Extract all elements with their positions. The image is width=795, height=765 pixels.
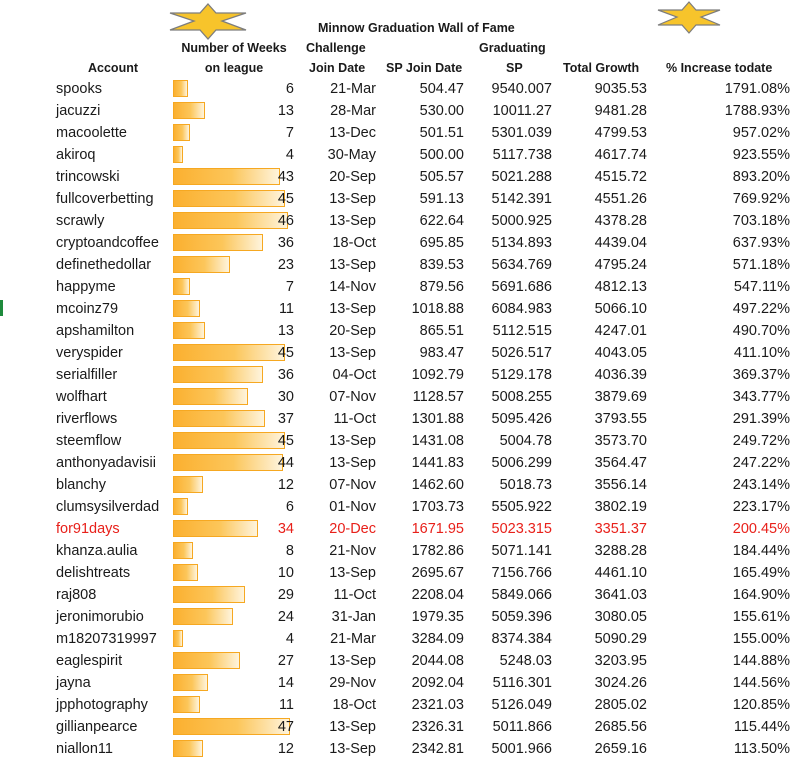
graduating-sp-cell: 5505.922 [491, 499, 552, 515]
sp-join-cell: 505.57 [419, 169, 464, 185]
sp-join-cell: 2208.04 [411, 587, 464, 603]
account-cell: raj808 [56, 587, 97, 603]
total-growth-cell: 4439.04 [594, 235, 647, 251]
star-left-icon [168, 2, 248, 40]
graduating-sp-cell: 7156.766 [491, 565, 552, 581]
header-challenge-line2: Join Date [309, 61, 366, 75]
weeks-cell: 44 [277, 455, 294, 471]
graduating-sp-cell: 5095.426 [491, 411, 552, 427]
table-row [0, 342, 795, 364]
weeks-cell: 47 [277, 719, 294, 735]
total-growth-cell: 4378.28 [594, 213, 647, 229]
challenge-join-date-cell: 07-Nov [329, 389, 376, 405]
graduating-sp-cell: 5116.301 [492, 675, 552, 691]
challenge-join-date-cell: 13-Sep [329, 345, 376, 361]
weeks-data-bar [173, 740, 203, 757]
table-row [0, 364, 795, 386]
graduating-sp-cell: 5142.391 [491, 191, 552, 207]
account-cell: niallon11 [56, 741, 113, 757]
graduating-sp-cell: 5011.866 [492, 719, 552, 735]
graduating-sp-cell: 5129.178 [491, 367, 552, 383]
total-growth-cell: 3351.37 [594, 521, 647, 537]
sp-join-cell: 530.00 [419, 103, 464, 119]
graduating-sp-cell: 5071.141 [491, 543, 552, 559]
sp-join-cell: 1092.79 [411, 367, 464, 383]
weeks-data-bar [173, 542, 193, 559]
sp-join-cell: 2342.81 [411, 741, 464, 757]
weeks-cell: 43 [277, 169, 294, 185]
total-growth-cell: 2685.56 [594, 719, 647, 735]
pct-increase-cell: 1791.08% [724, 81, 790, 97]
weeks-cell: 11 [278, 697, 294, 713]
table-row [0, 78, 795, 100]
total-growth-cell: 3573.70 [594, 433, 647, 449]
weeks-cell: 4 [285, 147, 294, 163]
table-row [0, 562, 795, 584]
total-growth-cell: 9035.53 [594, 81, 647, 97]
pct-increase-cell: 957.02% [732, 125, 790, 141]
weeks-cell: 13 [277, 323, 294, 339]
sp-join-cell: 2695.67 [411, 565, 464, 581]
table-row [0, 694, 795, 716]
account-cell: cryptoandcoffee [56, 235, 159, 251]
graduating-sp-cell: 5112.515 [492, 323, 552, 339]
weeks-data-bar [173, 256, 230, 273]
challenge-join-date-cell: 13-Sep [329, 455, 376, 471]
graduating-sp-cell: 5117.738 [492, 147, 552, 163]
weeks-cell: 45 [277, 433, 294, 449]
account-cell: trincowski [56, 169, 120, 185]
weeks-data-bar [173, 586, 245, 603]
pct-increase-cell: 120.85% [732, 697, 790, 713]
pct-increase-cell: 923.55% [732, 147, 790, 163]
challenge-join-date-cell: 21-Mar [330, 81, 376, 97]
pct-increase-cell: 115.44% [733, 719, 790, 735]
sp-join-cell: 1703.73 [411, 499, 464, 515]
sp-join-cell: 1979.35 [411, 609, 464, 625]
pct-increase-cell: 155.00% [732, 631, 790, 647]
sp-join-cell: 622.64 [419, 213, 464, 229]
table-row [0, 606, 795, 628]
challenge-join-date-cell: 14-Nov [329, 279, 376, 295]
total-growth-cell: 9481.28 [594, 103, 647, 119]
table-row [0, 496, 795, 518]
account-cell: mcoinz79 [56, 301, 119, 317]
weeks-cell: 12 [277, 741, 294, 757]
weeks-data-bar [173, 608, 233, 625]
weeks-cell: 6 [285, 499, 294, 515]
account-cell: eaglespirit [56, 653, 123, 669]
account-cell: m18207319997 [56, 631, 157, 647]
graduating-sp-cell: 5691.686 [491, 279, 552, 295]
challenge-join-date-cell: 13-Sep [329, 653, 376, 669]
weeks-cell: 34 [277, 521, 294, 537]
weeks-cell: 36 [277, 235, 294, 251]
sp-join-cell: 839.53 [419, 257, 464, 273]
pct-increase-cell: 497.22% [732, 301, 790, 317]
account-cell: blanchy [56, 477, 106, 493]
account-cell: anthonyadavisii [56, 455, 156, 471]
pct-increase-cell: 113.50% [733, 741, 790, 757]
total-growth-cell: 4617.74 [594, 147, 647, 163]
account-cell: happyme [56, 279, 116, 295]
account-cell: wolfhart [56, 389, 107, 405]
graduating-sp-cell: 5849.066 [491, 587, 552, 603]
graduating-sp-cell: 5634.769 [491, 257, 552, 273]
weeks-cell: 12 [277, 477, 294, 493]
graduating-sp-cell: 5001.966 [491, 741, 552, 757]
table-row [0, 298, 795, 320]
total-growth-cell: 3080.05 [594, 609, 647, 625]
weeks-cell: 37 [277, 411, 294, 427]
total-growth-cell: 3556.14 [594, 477, 647, 493]
graduating-sp-cell: 6084.983 [491, 301, 552, 317]
pct-increase-cell: 893.20% [732, 169, 790, 185]
account-cell: jacuzzi [56, 103, 101, 119]
challenge-join-date-cell: 20-Sep [329, 169, 376, 185]
sp-join-cell: 879.56 [419, 279, 464, 295]
pct-increase-cell: 571.18% [732, 257, 790, 273]
pct-increase-cell: 243.14% [732, 477, 790, 493]
graduating-sp-cell: 5026.517 [491, 345, 552, 361]
total-growth-cell: 3879.69 [594, 389, 647, 405]
weeks-data-bar [173, 476, 203, 493]
challenge-join-date-cell: 13-Sep [329, 433, 376, 449]
challenge-join-date-cell: 11-Oct [333, 411, 376, 427]
weeks-cell: 45 [277, 345, 294, 361]
header-weeks-line1: Number of Weeks [181, 41, 287, 55]
challenge-join-date-cell: 07-Nov [329, 477, 376, 493]
weeks-cell: 27 [277, 653, 294, 669]
pct-increase-cell: 223.17% [732, 499, 790, 515]
sp-join-cell: 2044.08 [411, 653, 464, 669]
weeks-cell: 6 [285, 81, 294, 97]
challenge-join-date-cell: 28-Mar [330, 103, 376, 119]
challenge-join-date-cell: 13-Sep [329, 257, 376, 273]
table-row [0, 672, 795, 694]
weeks-cell: 30 [277, 389, 294, 405]
total-growth-cell: 4461.10 [594, 565, 647, 581]
sp-join-cell: 1128.57 [412, 389, 464, 405]
graduating-sp-cell: 5126.049 [491, 697, 552, 713]
challenge-join-date-cell: 13-Sep [329, 191, 376, 207]
star-right-icon [656, 0, 722, 34]
weeks-cell: 46 [277, 213, 294, 229]
challenge-join-date-cell: 13-Sep [329, 719, 376, 735]
challenge-join-date-cell: 01-Nov [329, 499, 376, 515]
pct-increase-cell: 249.72% [732, 433, 790, 449]
account-cell: khanza.aulia [56, 543, 138, 559]
sp-join-cell: 504.47 [419, 81, 464, 97]
weeks-data-bar [173, 498, 188, 515]
header-graduating-line2: SP [506, 61, 523, 75]
pct-increase-cell: 637.93% [732, 235, 790, 251]
account-cell: serialfiller [56, 367, 118, 383]
header-graduating-line1: Graduating [479, 41, 546, 55]
weeks-data-bar [173, 564, 198, 581]
pct-increase-cell: 490.70% [732, 323, 790, 339]
graduating-sp-cell: 5059.396 [491, 609, 552, 625]
sp-join-cell: 2092.04 [411, 675, 464, 691]
total-growth-cell: 3564.47 [594, 455, 647, 471]
weeks-data-bar [173, 696, 200, 713]
total-growth-cell: 3641.03 [594, 587, 647, 603]
graduating-sp-cell: 5134.893 [491, 235, 552, 251]
graduating-sp-cell: 9540.007 [491, 81, 552, 97]
total-growth-cell: 4812.13 [594, 279, 647, 295]
table-row [0, 210, 795, 232]
pct-increase-cell: 165.49% [732, 565, 790, 581]
total-growth-cell: 4043.05 [594, 345, 647, 361]
weeks-cell: 36 [277, 367, 294, 383]
graduating-sp-cell: 10011.27 [492, 103, 552, 119]
sp-join-cell: 591.13 [419, 191, 464, 207]
weeks-data-bar [173, 102, 205, 119]
pct-increase-cell: 144.56% [732, 675, 790, 691]
sp-join-cell: 1018.88 [411, 301, 464, 317]
total-growth-cell: 3802.19 [594, 499, 647, 515]
challenge-join-date-cell: 18-Oct [332, 697, 376, 713]
pct-increase-cell: 200.45% [732, 521, 790, 537]
sp-join-cell: 695.85 [419, 235, 464, 251]
table-row [0, 144, 795, 166]
sp-join-cell: 1301.88 [411, 411, 464, 427]
sp-join-cell: 2321.03 [411, 697, 464, 713]
challenge-join-date-cell: 21-Mar [330, 631, 376, 647]
table-row [0, 188, 795, 210]
weeks-data-bar [173, 146, 183, 163]
table-row [0, 430, 795, 452]
table-row [0, 584, 795, 606]
weeks-data-bar [173, 410, 265, 427]
challenge-join-date-cell: 30-May [327, 147, 376, 163]
weeks-data-bar [173, 300, 200, 317]
table-row [0, 650, 795, 672]
account-cell: veryspider [56, 345, 123, 361]
table-row [0, 166, 795, 188]
challenge-join-date-cell: 11-Oct [333, 587, 376, 603]
challenge-join-date-cell: 13-Dec [329, 125, 376, 141]
pct-increase-cell: 155.61% [732, 609, 790, 625]
pct-increase-cell: 369.37% [732, 367, 790, 383]
weeks-cell: 4 [285, 631, 294, 647]
weeks-cell: 45 [277, 191, 294, 207]
graduating-sp-cell: 5006.299 [491, 455, 552, 471]
graduating-sp-cell: 5248.03 [499, 653, 552, 669]
table-row [0, 628, 795, 650]
table-row [0, 474, 795, 496]
total-growth-cell: 5066.10 [594, 301, 647, 317]
total-growth-cell: 4795.24 [594, 257, 647, 273]
weeks-data-bar [173, 366, 263, 383]
account-cell: akiroq [56, 147, 96, 163]
weeks-cell: 29 [277, 587, 294, 603]
page-title: Minnow Graduation Wall of Fame [318, 21, 515, 35]
account-cell: spooks [56, 81, 102, 97]
challenge-join-date-cell: 31-Jan [331, 609, 376, 625]
sp-join-cell: 1462.60 [411, 477, 464, 493]
header-weeks [172, 41, 296, 75]
account-cell: scrawly [56, 213, 105, 229]
account-cell: apshamilton [56, 323, 135, 339]
challenge-join-date-cell: 13-Sep [329, 213, 376, 229]
total-growth-cell: 3203.95 [594, 653, 647, 669]
table-row [0, 122, 795, 144]
challenge-join-date-cell: 13-Sep [329, 565, 376, 581]
graduating-sp-cell: 5008.255 [491, 389, 552, 405]
header-pct-increase: % Increase todate [666, 61, 773, 75]
graduating-sp-cell: 5023.315 [491, 521, 552, 537]
graduating-sp-cell: 5000.925 [491, 213, 552, 229]
weeks-data-bar [173, 630, 183, 647]
header-weeks-line2: on league [204, 61, 264, 75]
weeks-cell: 10 [277, 565, 294, 581]
account-cell: for91days [56, 521, 120, 537]
weeks-data-bar [173, 674, 208, 691]
pct-increase-cell: 184.44% [732, 543, 790, 559]
pct-increase-cell: 164.90% [732, 587, 790, 603]
total-growth-cell: 3793.55 [594, 411, 647, 427]
weeks-data-bar [173, 80, 188, 97]
pct-increase-cell: 291.39% [732, 411, 790, 427]
table-row [0, 738, 795, 760]
weeks-data-bar [173, 124, 190, 141]
sp-join-cell: 983.47 [419, 345, 464, 361]
total-growth-cell: 3288.28 [594, 543, 647, 559]
account-cell: jeronimorubio [56, 609, 144, 625]
weeks-cell: 13 [277, 103, 294, 119]
weeks-cell: 11 [278, 301, 294, 317]
total-growth-cell: 4515.72 [594, 169, 647, 185]
graduating-sp-cell: 5021.288 [491, 169, 552, 185]
table-row [0, 408, 795, 430]
total-growth-cell: 4799.53 [594, 125, 647, 141]
sp-join-cell: 501.51 [419, 125, 464, 141]
graduating-sp-cell: 8374.384 [491, 631, 552, 647]
sp-join-cell: 1671.95 [411, 521, 464, 537]
header-account: Account [88, 61, 138, 75]
table-row [0, 254, 795, 276]
account-cell: jayna [56, 675, 91, 691]
challenge-join-date-cell: 20-Dec [329, 521, 376, 537]
weeks-cell: 7 [285, 279, 294, 295]
challenge-join-date-cell: 13-Sep [329, 741, 376, 757]
table-row [0, 276, 795, 298]
account-cell: gillianpearce [56, 719, 138, 735]
graduating-sp-cell: 5018.73 [499, 477, 552, 493]
weeks-cell: 24 [277, 609, 294, 625]
table-row [0, 100, 795, 122]
graduating-sp-cell: 5301.039 [491, 125, 552, 141]
pct-increase-cell: 144.88% [732, 653, 790, 669]
sp-join-cell: 500.00 [419, 147, 464, 163]
challenge-join-date-cell: 18-Oct [332, 235, 376, 251]
pct-increase-cell: 247.22% [732, 455, 790, 471]
pct-increase-cell: 769.92% [732, 191, 790, 207]
account-cell: riverflows [56, 411, 118, 427]
header-total-growth: Total Growth [563, 61, 640, 75]
challenge-join-date-cell: 04-Oct [332, 367, 376, 383]
table-row [0, 452, 795, 474]
table-row [0, 320, 795, 342]
total-growth-cell: 2805.02 [594, 697, 647, 713]
table-row [0, 518, 795, 540]
total-growth-cell: 3024.26 [594, 675, 647, 691]
sp-join-cell: 1441.83 [411, 455, 464, 471]
table-row [0, 716, 795, 738]
header-challenge-line1: Challenge [306, 41, 366, 55]
total-growth-cell: 5090.29 [594, 631, 647, 647]
weeks-cell: 7 [285, 125, 294, 141]
pct-increase-cell: 411.10% [733, 345, 790, 361]
pct-increase-cell: 1788.93% [724, 103, 790, 119]
pct-increase-cell: 547.11% [733, 279, 790, 295]
sp-join-cell: 1782.86 [411, 543, 464, 559]
table-row [0, 386, 795, 408]
weeks-data-bar [173, 652, 240, 669]
sp-join-cell: 2326.31 [411, 719, 464, 735]
account-cell: fullcoverbetting [56, 191, 154, 207]
weeks-cell: 8 [285, 543, 294, 559]
total-growth-cell: 4036.39 [594, 367, 647, 383]
account-cell: definethedollar [56, 257, 152, 273]
account-cell: jpphotography [56, 697, 148, 713]
header-sp-join-date: SP Join Date [386, 61, 463, 75]
challenge-join-date-cell: 29-Nov [329, 675, 376, 691]
pct-increase-cell: 343.77% [732, 389, 790, 405]
table-row [0, 540, 795, 562]
sp-join-cell: 3284.09 [411, 631, 464, 647]
sp-join-cell: 865.51 [419, 323, 464, 339]
weeks-cell: 14 [277, 675, 294, 691]
challenge-join-date-cell: 21-Nov [329, 543, 376, 559]
account-cell: steemflow [56, 433, 122, 449]
account-cell: delishtreats [56, 565, 131, 581]
account-cell: clumsysilverdad [56, 499, 160, 515]
challenge-join-date-cell: 13-Sep [329, 301, 376, 317]
table-row [0, 232, 795, 254]
weeks-data-bar [173, 322, 205, 339]
weeks-data-bar [173, 520, 258, 537]
sp-join-cell: 1431.08 [411, 433, 464, 449]
total-growth-cell: 4247.01 [594, 323, 647, 339]
weeks-data-bar [173, 234, 263, 251]
weeks-cell: 23 [277, 257, 294, 273]
total-growth-cell: 4551.26 [594, 191, 647, 207]
total-growth-cell: 2659.16 [594, 741, 647, 757]
account-cell: macoolette [56, 125, 127, 141]
graduating-sp-cell: 5004.78 [499, 433, 552, 449]
pct-increase-cell: 703.18% [732, 213, 790, 229]
weeks-data-bar [173, 388, 248, 405]
weeks-data-bar [173, 278, 190, 295]
challenge-join-date-cell: 20-Sep [329, 323, 376, 339]
